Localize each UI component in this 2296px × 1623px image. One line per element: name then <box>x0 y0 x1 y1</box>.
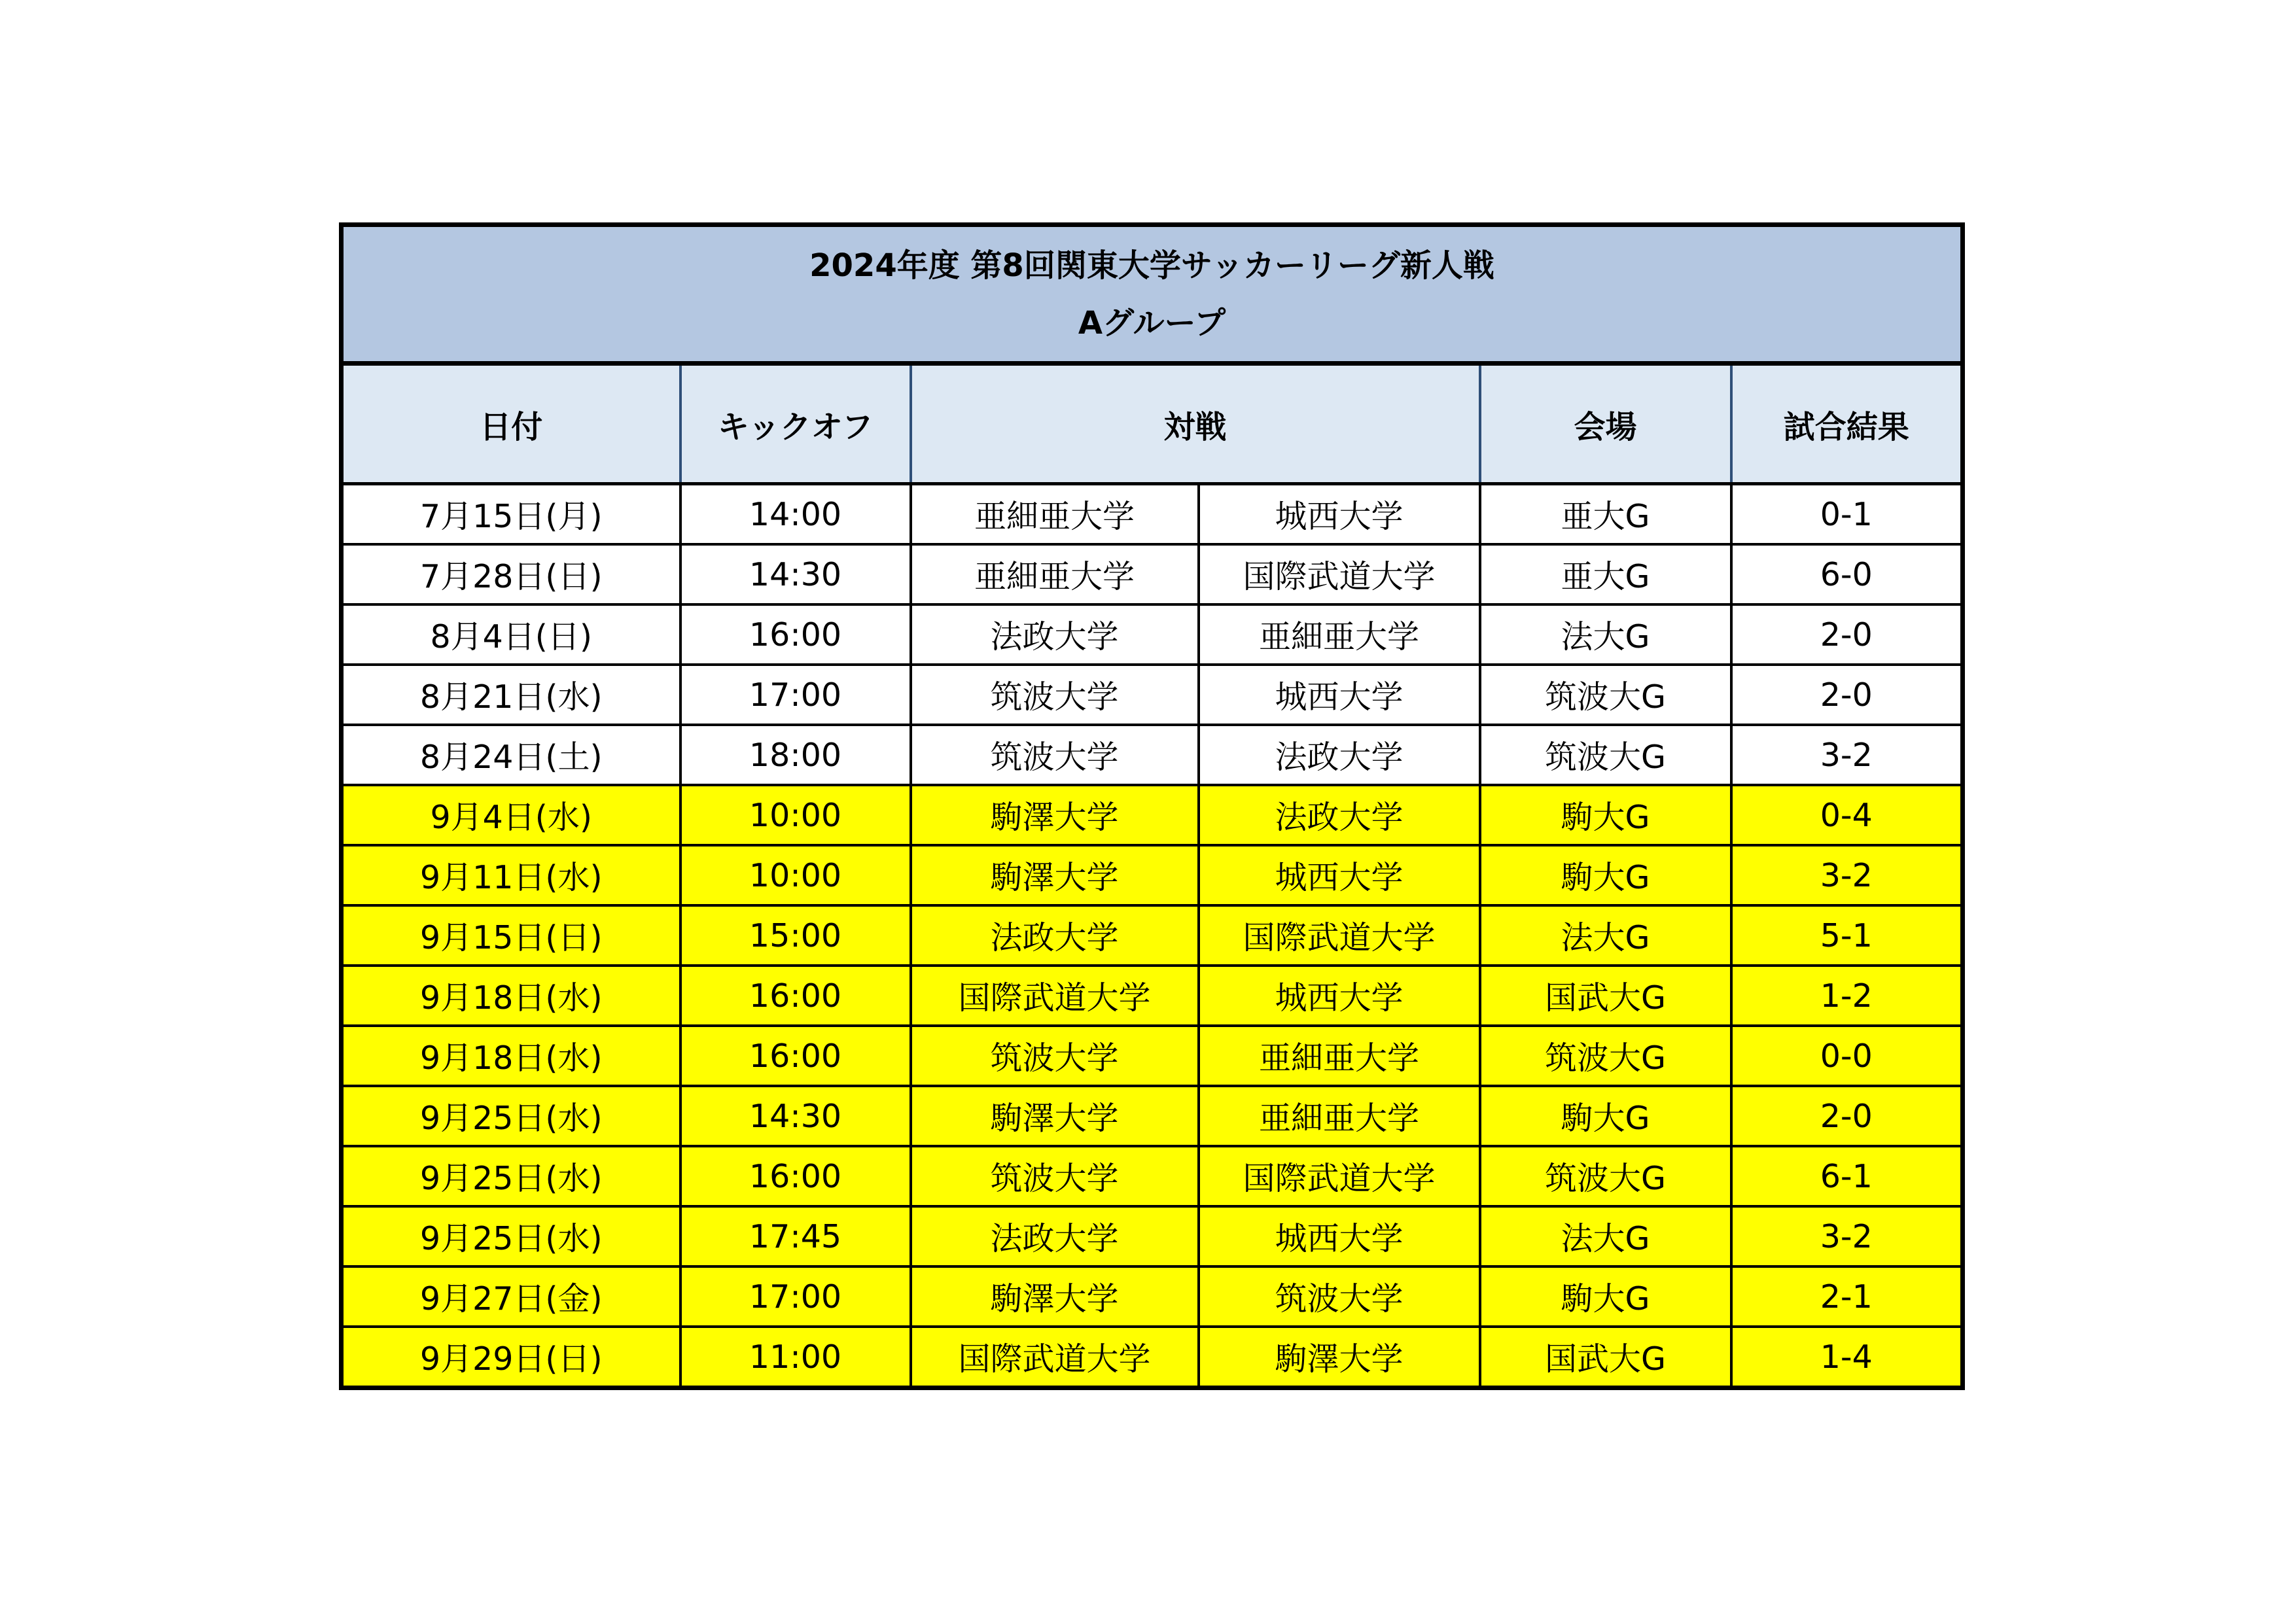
cell-result: 3-2 <box>1731 1206 1963 1266</box>
header-kickoff: キックオフ <box>680 364 911 484</box>
cell-kickoff: 15:00 <box>680 905 911 966</box>
table-row <box>342 785 1963 845</box>
table-row <box>342 905 1963 966</box>
cell-home-team: 筑波大学 <box>911 665 1199 725</box>
cell-date: 9月25日(水) <box>342 1206 680 1266</box>
cell-venue: 法大G <box>1480 1206 1731 1266</box>
cell-date: 8月21日(水) <box>342 665 680 725</box>
cell-away-team: 城西大学 <box>1199 966 1480 1026</box>
header-match: 対戦 <box>911 364 1480 484</box>
cell-home-team: 法政大学 <box>911 604 1199 665</box>
cell-venue: 駒大G <box>1480 785 1731 845</box>
cell-away-team: 法政大学 <box>1199 785 1480 845</box>
cell-home-team: 駒澤大学 <box>911 1086 1199 1146</box>
cell-kickoff: 16:00 <box>680 604 911 665</box>
cell-home-team: 法政大学 <box>911 1206 1199 1266</box>
cell-away-team: 国際武道大学 <box>1199 905 1480 966</box>
cell-date: 7月28日(日) <box>342 544 680 604</box>
cell-date: 8月24日(土) <box>342 725 680 785</box>
cell-venue: 亜大G <box>1480 484 1731 545</box>
cell-home-team: 亜細亜大学 <box>911 484 1199 545</box>
cell-home-team: 国際武道大学 <box>911 966 1199 1026</box>
cell-result: 2-0 <box>1731 1086 1963 1146</box>
cell-away-team: 城西大学 <box>1199 484 1480 545</box>
header-date: 日付 <box>342 364 680 484</box>
cell-date: 9月18日(水) <box>342 966 680 1026</box>
cell-date: 9月4日(水) <box>342 785 680 845</box>
header-venue: 会場 <box>1480 364 1731 484</box>
cell-result: 3-2 <box>1731 725 1963 785</box>
table-row <box>342 1327 1963 1388</box>
cell-venue: 筑波大G <box>1480 665 1731 725</box>
cell-kickoff: 17:00 <box>680 1266 911 1327</box>
schedule-table <box>339 222 1965 1390</box>
cell-away-team: 国際武道大学 <box>1199 1146 1480 1206</box>
cell-away-team: 国際武道大学 <box>1199 544 1480 604</box>
header-row <box>342 364 1963 484</box>
cell-home-team: 法政大学 <box>911 905 1199 966</box>
cell-kickoff: 16:00 <box>680 1026 911 1086</box>
cell-away-team: 駒澤大学 <box>1199 1327 1480 1388</box>
title-line-1: 2024年度 第8回関東大学サッカーリーグ新人戦 <box>809 247 1494 284</box>
table-row <box>342 665 1963 725</box>
cell-date: 9月11日(水) <box>342 845 680 905</box>
header-result: 試合結果 <box>1731 364 1963 484</box>
cell-home-team: 筑波大学 <box>911 725 1199 785</box>
cell-date: 9月25日(水) <box>342 1086 680 1146</box>
table-row <box>342 604 1963 665</box>
cell-result: 0-1 <box>1731 484 1963 545</box>
cell-result: 2-0 <box>1731 665 1963 725</box>
cell-venue: 駒大G <box>1480 1266 1731 1327</box>
cell-result: 3-2 <box>1731 845 1963 905</box>
cell-date: 9月27日(金) <box>342 1266 680 1327</box>
cell-away-team: 城西大学 <box>1199 1206 1480 1266</box>
table-row <box>342 845 1963 905</box>
table-row <box>342 544 1963 604</box>
cell-away-team: 筑波大学 <box>1199 1266 1480 1327</box>
table-row <box>342 1026 1963 1086</box>
cell-result: 1-2 <box>1731 966 1963 1026</box>
title-line-2: Aグループ <box>1078 304 1226 341</box>
cell-result: 0-4 <box>1731 785 1963 845</box>
cell-result: 6-1 <box>1731 1146 1963 1206</box>
cell-date: 7月15日(月) <box>342 484 680 545</box>
cell-venue: 筑波大G <box>1480 725 1731 785</box>
table-row <box>342 725 1963 785</box>
cell-kickoff: 17:45 <box>680 1206 911 1266</box>
table-row <box>342 966 1963 1026</box>
cell-date: 9月29日(日) <box>342 1327 680 1388</box>
cell-home-team: 筑波大学 <box>911 1026 1199 1086</box>
cell-venue: 筑波大G <box>1480 1026 1731 1086</box>
cell-result: 6-0 <box>1731 544 1963 604</box>
cell-kickoff: 18:00 <box>680 725 911 785</box>
table-row <box>342 1266 1963 1327</box>
cell-kickoff: 14:30 <box>680 544 911 604</box>
cell-kickoff: 17:00 <box>680 665 911 725</box>
cell-venue: 法大G <box>1480 604 1731 665</box>
cell-result: 1-4 <box>1731 1327 1963 1388</box>
match-list <box>342 484 1963 1388</box>
table-row <box>342 1206 1963 1266</box>
title-row <box>342 225 1963 364</box>
cell-venue: 国武大G <box>1480 1327 1731 1388</box>
cell-kickoff: 16:00 <box>680 966 911 1026</box>
table-row <box>342 484 1963 545</box>
cell-kickoff: 14:30 <box>680 1086 911 1146</box>
cell-result: 5-1 <box>1731 905 1963 966</box>
cell-kickoff: 11:00 <box>680 1327 911 1388</box>
cell-home-team: 国際武道大学 <box>911 1327 1199 1388</box>
cell-home-team: 駒澤大学 <box>911 1266 1199 1327</box>
table-title <box>342 225 1963 364</box>
cell-result: 2-0 <box>1731 604 1963 665</box>
cell-venue: 駒大G <box>1480 1086 1731 1146</box>
cell-kickoff: 10:00 <box>680 845 911 905</box>
cell-venue: 駒大G <box>1480 845 1731 905</box>
cell-kickoff: 10:00 <box>680 785 911 845</box>
cell-date: 9月25日(水) <box>342 1146 680 1206</box>
cell-away-team: 法政大学 <box>1199 725 1480 785</box>
cell-away-team: 亜細亜大学 <box>1199 604 1480 665</box>
cell-date: 8月4日(日) <box>342 604 680 665</box>
cell-away-team: 城西大学 <box>1199 845 1480 905</box>
cell-kickoff: 14:00 <box>680 484 911 545</box>
cell-date: 9月15日(日) <box>342 905 680 966</box>
cell-result: 0-0 <box>1731 1026 1963 1086</box>
cell-home-team: 筑波大学 <box>911 1146 1199 1206</box>
cell-venue: 国武大G <box>1480 966 1731 1026</box>
cell-result: 2-1 <box>1731 1266 1963 1327</box>
cell-away-team: 亜細亜大学 <box>1199 1026 1480 1086</box>
cell-home-team: 駒澤大学 <box>911 785 1199 845</box>
table-row <box>342 1086 1963 1146</box>
cell-venue: 法大G <box>1480 905 1731 966</box>
cell-home-team: 亜細亜大学 <box>911 544 1199 604</box>
table-row <box>342 1146 1963 1206</box>
cell-away-team: 亜細亜大学 <box>1199 1086 1480 1146</box>
cell-date: 9月18日(水) <box>342 1026 680 1086</box>
schedule-sheet <box>339 222 1960 1390</box>
cell-kickoff: 16:00 <box>680 1146 911 1206</box>
cell-away-team: 城西大学 <box>1199 665 1480 725</box>
cell-home-team: 駒澤大学 <box>911 845 1199 905</box>
cell-venue: 亜大G <box>1480 544 1731 604</box>
cell-venue: 筑波大G <box>1480 1146 1731 1206</box>
